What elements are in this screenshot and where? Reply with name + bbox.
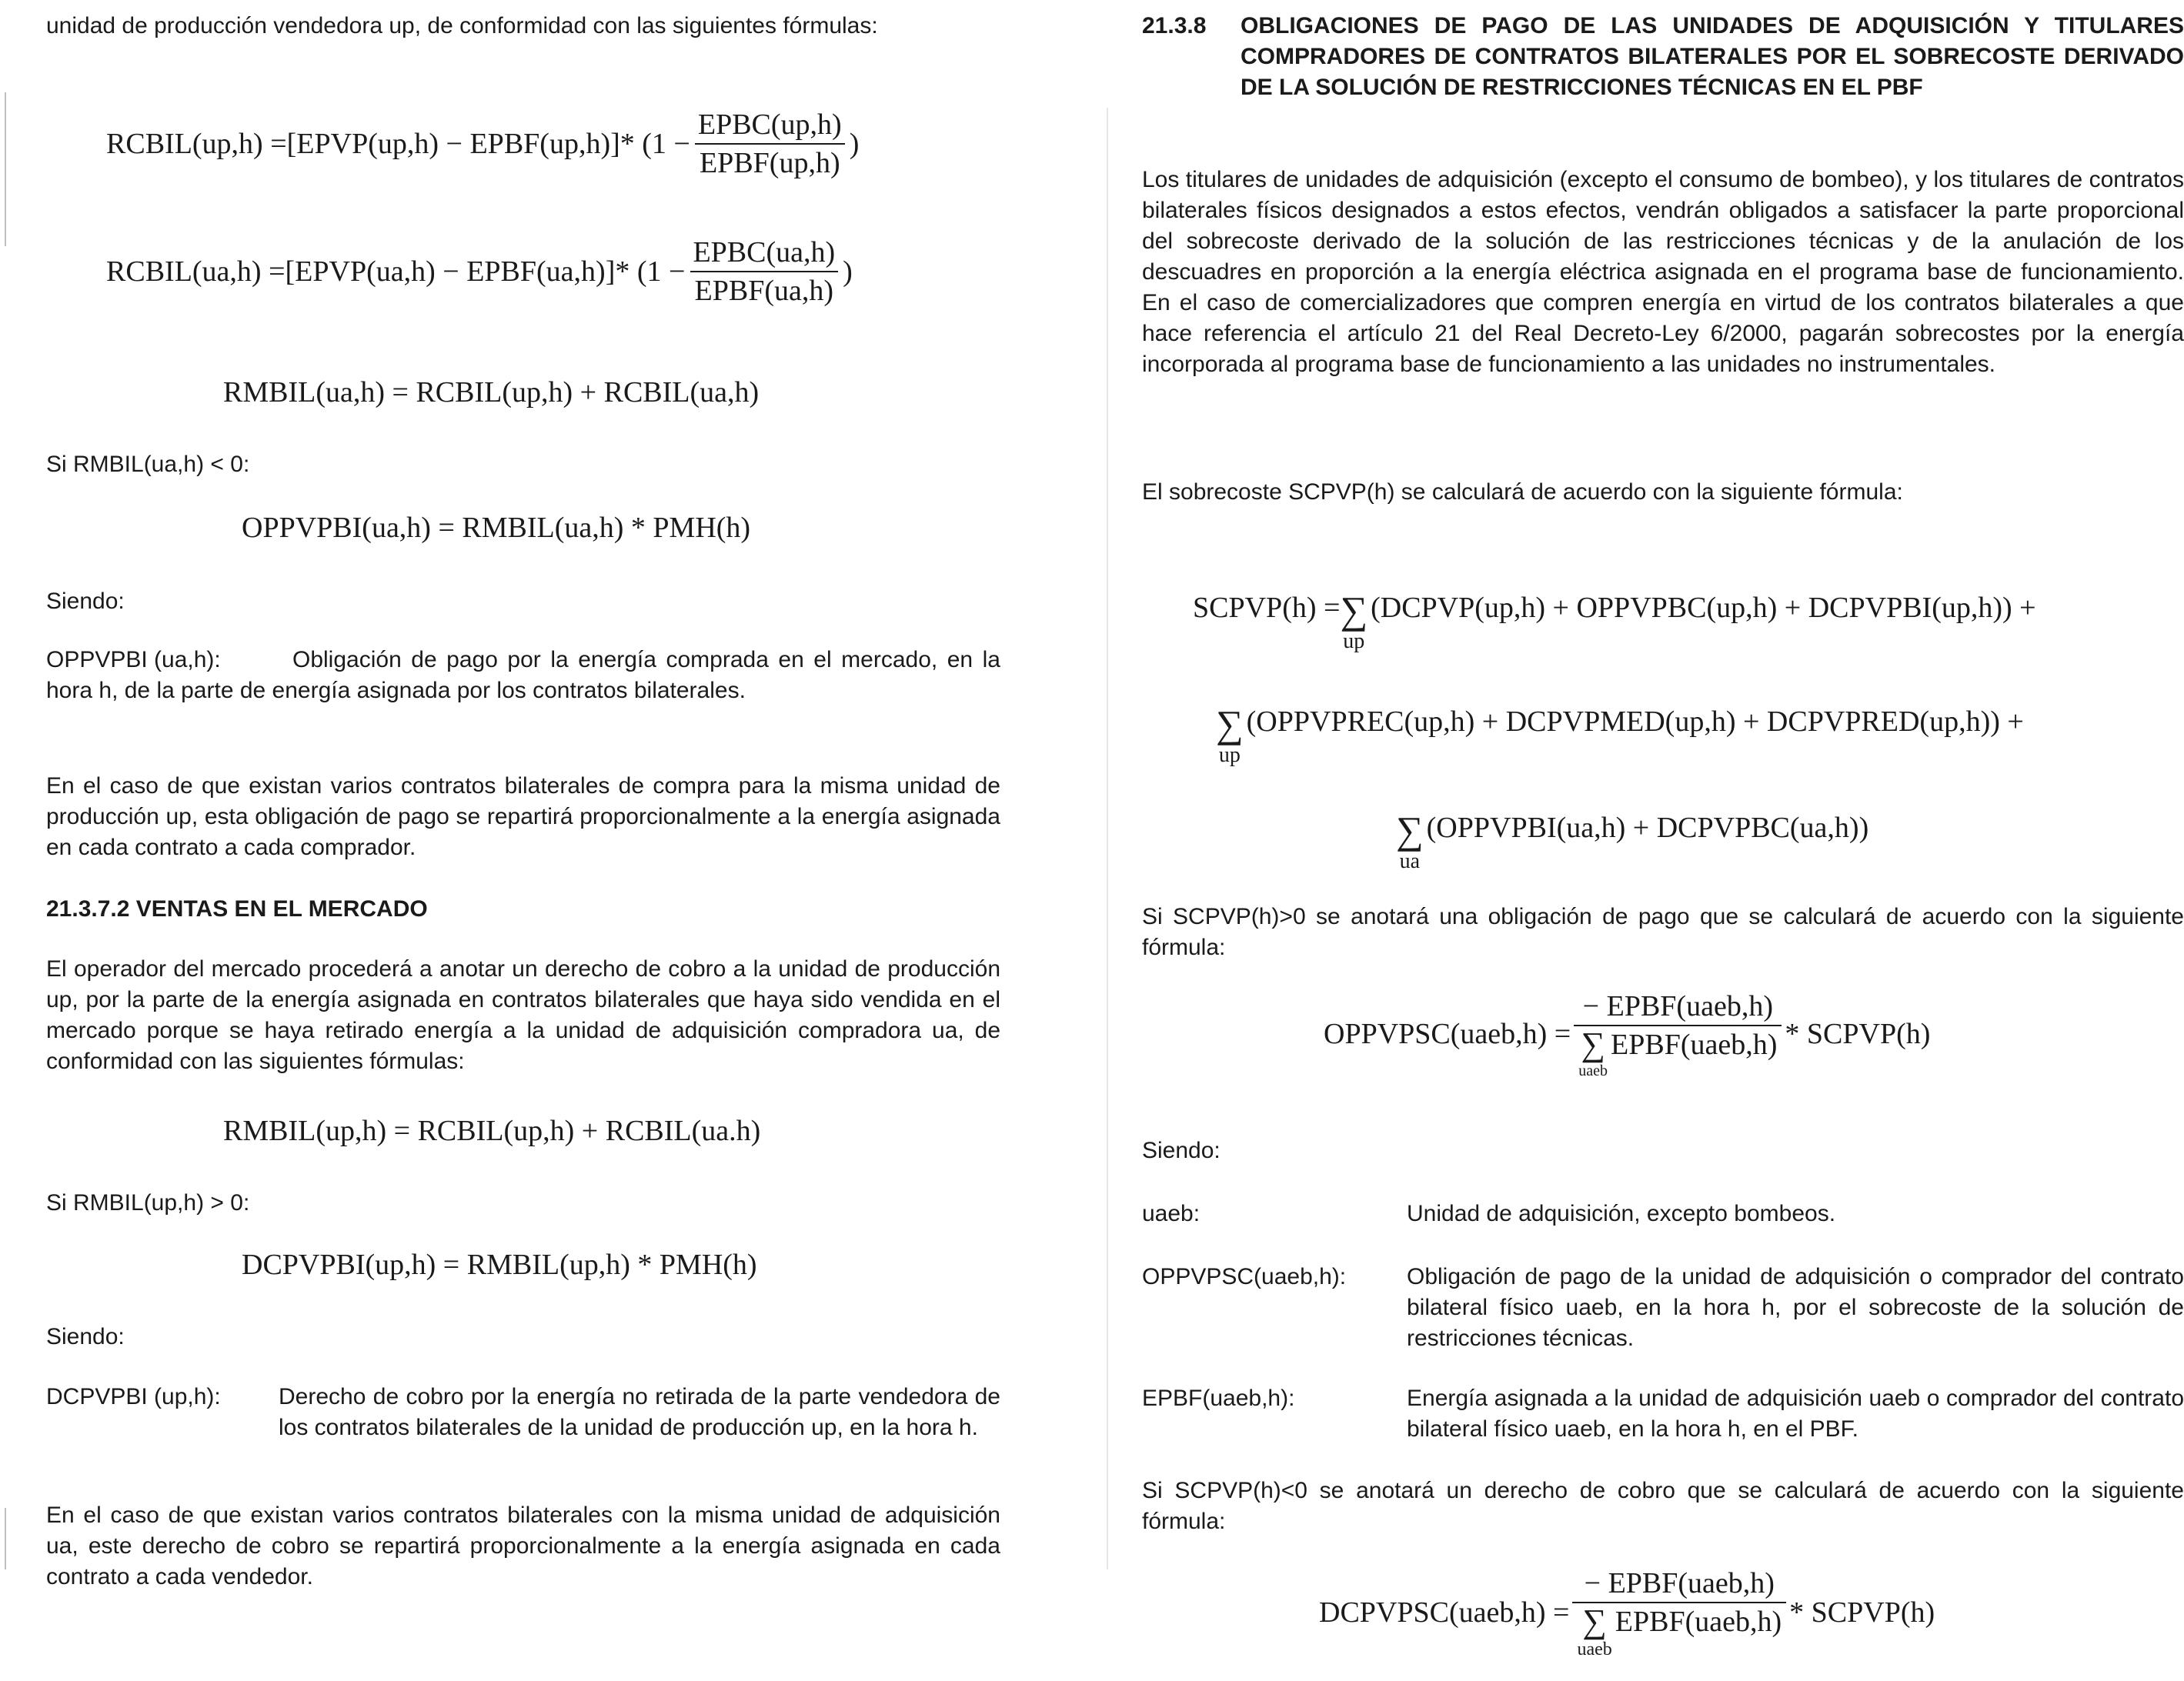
equation-lhs: RCBIL(ua,h) = <box>106 255 286 288</box>
definition-epbf <box>1142 1383 2184 1445</box>
summation <box>1578 1028 1608 1079</box>
fraction <box>693 108 847 180</box>
formula-rhs: * SCPVP(h) <box>1789 1596 1935 1629</box>
summation-index: uaeb <box>1578 1062 1608 1079</box>
scan-margin-mark <box>5 1508 6 1569</box>
summation-sign: ∑ <box>1582 1603 1607 1640</box>
summation-index: up <box>1343 629 1365 653</box>
definition-term: OPPVPSC(uaeb,h): <box>1142 1264 1347 1289</box>
equation-rmbil-up: RMBIL(up,h) = RCBIL(up,h) + RCBIL(ua.h) <box>223 1115 761 1147</box>
paragraph-sobrecoste: El sobrecoste SCPVP(h) se calculará de acuerdo con la siguiente fórmula: <box>1142 479 1903 505</box>
summation-index: up <box>1218 743 1241 767</box>
summation <box>1340 591 1368 652</box>
equation-body: [EPVP(ua,h) − EPBF(ua,h)]* (1 − <box>285 255 686 288</box>
equation-dcpvpbi: DCPVPBI(up,h) = RMBIL(up,h) * PMH(h) <box>242 1249 757 1281</box>
formula-dcpvpsc <box>1319 1566 1935 1659</box>
denominator-term: EPBF(uaeb,h) <box>1615 1606 1782 1638</box>
definition-term: EPBF(uaeb,h): <box>1142 1386 1295 1411</box>
fraction <box>1572 1566 1786 1659</box>
paragraph-contracts-compra: En el caso de que existan varios contratos bilaterales de compra para la misma unidad de producción up, esta obligación de pago se repartirá proporcionalmente a la energía asignada en cada contrato a cada comprador. <box>46 773 1000 860</box>
fraction <box>688 235 840 308</box>
paragraph-operador: El operador del mercado procederá a anotar un derecho de cobro a la unidad de producción up, por la parte de la energía asignada en contratos bilaterales que haya sido vendida en el mercado porque se haya retirado energía a la unidad de adquisición compradora ua, de conformidad con las siguientes fórmulas: <box>46 956 1000 1074</box>
summation-sign: ∑ <box>1581 1026 1605 1063</box>
summation <box>1577 1605 1611 1659</box>
fraction-numerator: − EPBF(uaeb,h) <box>1582 990 1773 1022</box>
condition-text: Si RMBIL(ua,h) < 0: <box>46 452 250 477</box>
fraction-numerator: EPBC(ua,h) <box>693 236 836 268</box>
siendo-label: Siendo: <box>1142 1138 1221 1163</box>
fraction <box>1574 989 1782 1079</box>
paragraph-contracts-venta: En el caso de que existan varios contratos bilaterales con la misma unidad de adquisición ua, este derecho de cobro se repartirá proporcionalmente a la energía asignada en cada contrato a cada vendedor. <box>46 1503 1000 1589</box>
equation-rcbil-ua <box>106 235 853 308</box>
scan-margin-mark <box>5 92 6 246</box>
definition-description: Obligación de pago de la unidad de adquisición o comprador del contrato bilateral físico uaeb, en la hora h, por el sobrecoste de la solución de restricciones técnicas. <box>1407 1264 2184 1351</box>
definition-uaeb <box>1142 1199 2184 1229</box>
definition-term: uaeb: <box>1142 1201 1201 1226</box>
fraction-denominator <box>1572 1602 1786 1659</box>
equation-close: ) <box>843 255 853 288</box>
formula-scpvp-line1 <box>1193 563 2036 652</box>
equation-rcbil-up <box>106 108 859 180</box>
formula-body: (DCPVP(up,h) + OPPVPBC(up,h) + DCPVPBI(up,h)) + <box>1371 592 2036 624</box>
condition-text: Si RMBIL(up,h) > 0: <box>46 1190 250 1216</box>
section-heading: OBLIGACIONES DE PAGO DE LAS UNIDADES DE ADQUISICIÓN Y TITULARES COMPRADORES DE CONTRATOS BILATERALES POR EL SOBRECOSTE DERIVADO DE LA SOLUCIÓN DE RESTRICCIONES TÉCNICAS EN EL PBF <box>1241 13 2184 100</box>
paragraph-titulares: Los titulares de unidades de adquisición (excepto el consumo de bombeo), y los titulares de contratos bilaterales físicos designados a estos efectos, vendrán obligados a satisfacer la parte proporcional del sobrecoste derivado de la solución de las restricciones técnicas y de la anulación de los descuadres en proporción a la energía eléctrica asignada en el programa base de funcionamiento. En el caso de comercializadores que compren energía en virtud de los contratos bilaterales a que hace referencia el artículo 21 del Real Decreto-Ley 6/2000, pagarán sobrecostes por la energía incorporada al programa base de funcionamiento a las unidades no instrumentales. <box>1142 167 2184 377</box>
section-number: 21.3.8 <box>1142 13 1207 38</box>
definition-dcpvpbi <box>46 1382 1000 1474</box>
siendo-label: Siendo: <box>46 1324 125 1349</box>
fraction-denominator: EPBF(up,h) <box>695 143 845 180</box>
definition-description: Obligación de pago por la energía comprada en el mercado, en la hora h, de la parte de energía asignada por los contratos bilaterales. <box>46 647 1000 703</box>
formula-lhs: DCPVPSC(uaeb,h) = <box>1319 1596 1570 1629</box>
fraction-numerator: EPBC(up,h) <box>697 108 842 141</box>
formula-body: (OPPVPREC(up,h) + DCPVPMED(up,h) + DCPVPRED(up,h)) + <box>1246 705 2024 738</box>
condition-positive: Si SCPVP(h)>0 se anotará una obligación de pago que se calculará de acuerdo con la siguiente fórmula: <box>1142 904 2184 960</box>
formula-lhs: OPPVPSC(uaeb,h) = <box>1324 1018 1571 1050</box>
formula-scpvp-line3 <box>1396 783 1868 872</box>
formula-oppvpsc <box>1324 989 1930 1079</box>
condition-negative: Si SCPVP(h)<0 se anotará un derecho de cobro que se calculará de acuerdo con la siguiente fórmula: <box>1142 1478 2184 1534</box>
summation <box>1216 702 1244 767</box>
fraction-denominator <box>1574 1025 1782 1079</box>
definition-oppvpbi <box>46 645 1000 737</box>
summation <box>1396 811 1424 872</box>
definition-term: DCPVPBI (up,h): <box>46 1384 221 1409</box>
definition-description: Derecho de cobro por la energía no retirada de la parte vendedora de los contratos bilaterales de la unidad de producción up, en la hora h. <box>279 1384 1000 1440</box>
formula-rhs: * SCPVP(h) <box>1785 1018 1931 1050</box>
summation-index: ua <box>1399 849 1421 873</box>
equation-lhs: RCBIL(up,h) = <box>106 128 287 160</box>
formula-scpvp-line2 <box>1216 677 2024 766</box>
summation-index: uaeb <box>1577 1639 1612 1659</box>
definition-description: Unidad de adquisición, excepto bombeos. <box>1407 1201 1836 1226</box>
definition-description: Energía asignada a la unidad de adquisición uaeb o comprador del contrato bilateral físico uaeb, en la hora h, en el PBF. <box>1407 1386 2184 1442</box>
equation-rmbil-ua: RMBIL(ua,h) = RCBIL(up,h) + RCBIL(ua,h) <box>223 376 760 409</box>
formula-lhs: SCPVP(h) = <box>1193 592 1341 624</box>
equation-oppvpbi: OPPVPBI(ua,h) = RMBIL(ua,h) * PMH(h) <box>242 512 751 544</box>
definition-oppvpsc <box>1142 1262 2184 1354</box>
equation-close: ) <box>849 128 860 160</box>
fraction-numerator: − EPBF(uaeb,h) <box>1584 1567 1775 1599</box>
summation-sign: ∑ <box>1396 809 1424 852</box>
fraction-denominator: EPBF(ua,h) <box>690 271 839 308</box>
summation-sign: ∑ <box>1340 589 1368 632</box>
summation-sign: ∑ <box>1216 702 1244 745</box>
definition-term: OPPVPBI (ua,h): <box>46 647 221 672</box>
section-heading: 21.3.7.2 VENTAS EN EL MERCADO <box>46 896 428 922</box>
column-gutter-mark <box>1107 108 1108 1569</box>
equation-body: [EPVP(up,h) − EPBF(up,h)]* (1 − <box>286 128 690 160</box>
intro-paragraph: unidad de producción vendedora up, de conformidad con las siguientes fórmulas: <box>46 13 878 38</box>
siendo-label: Siendo: <box>46 589 125 614</box>
formula-body: (OPPVPBI(ua,h) + DCPVPBC(ua,h)) <box>1426 812 1869 844</box>
denominator-term: EPBF(uaeb,h) <box>1611 1029 1778 1061</box>
